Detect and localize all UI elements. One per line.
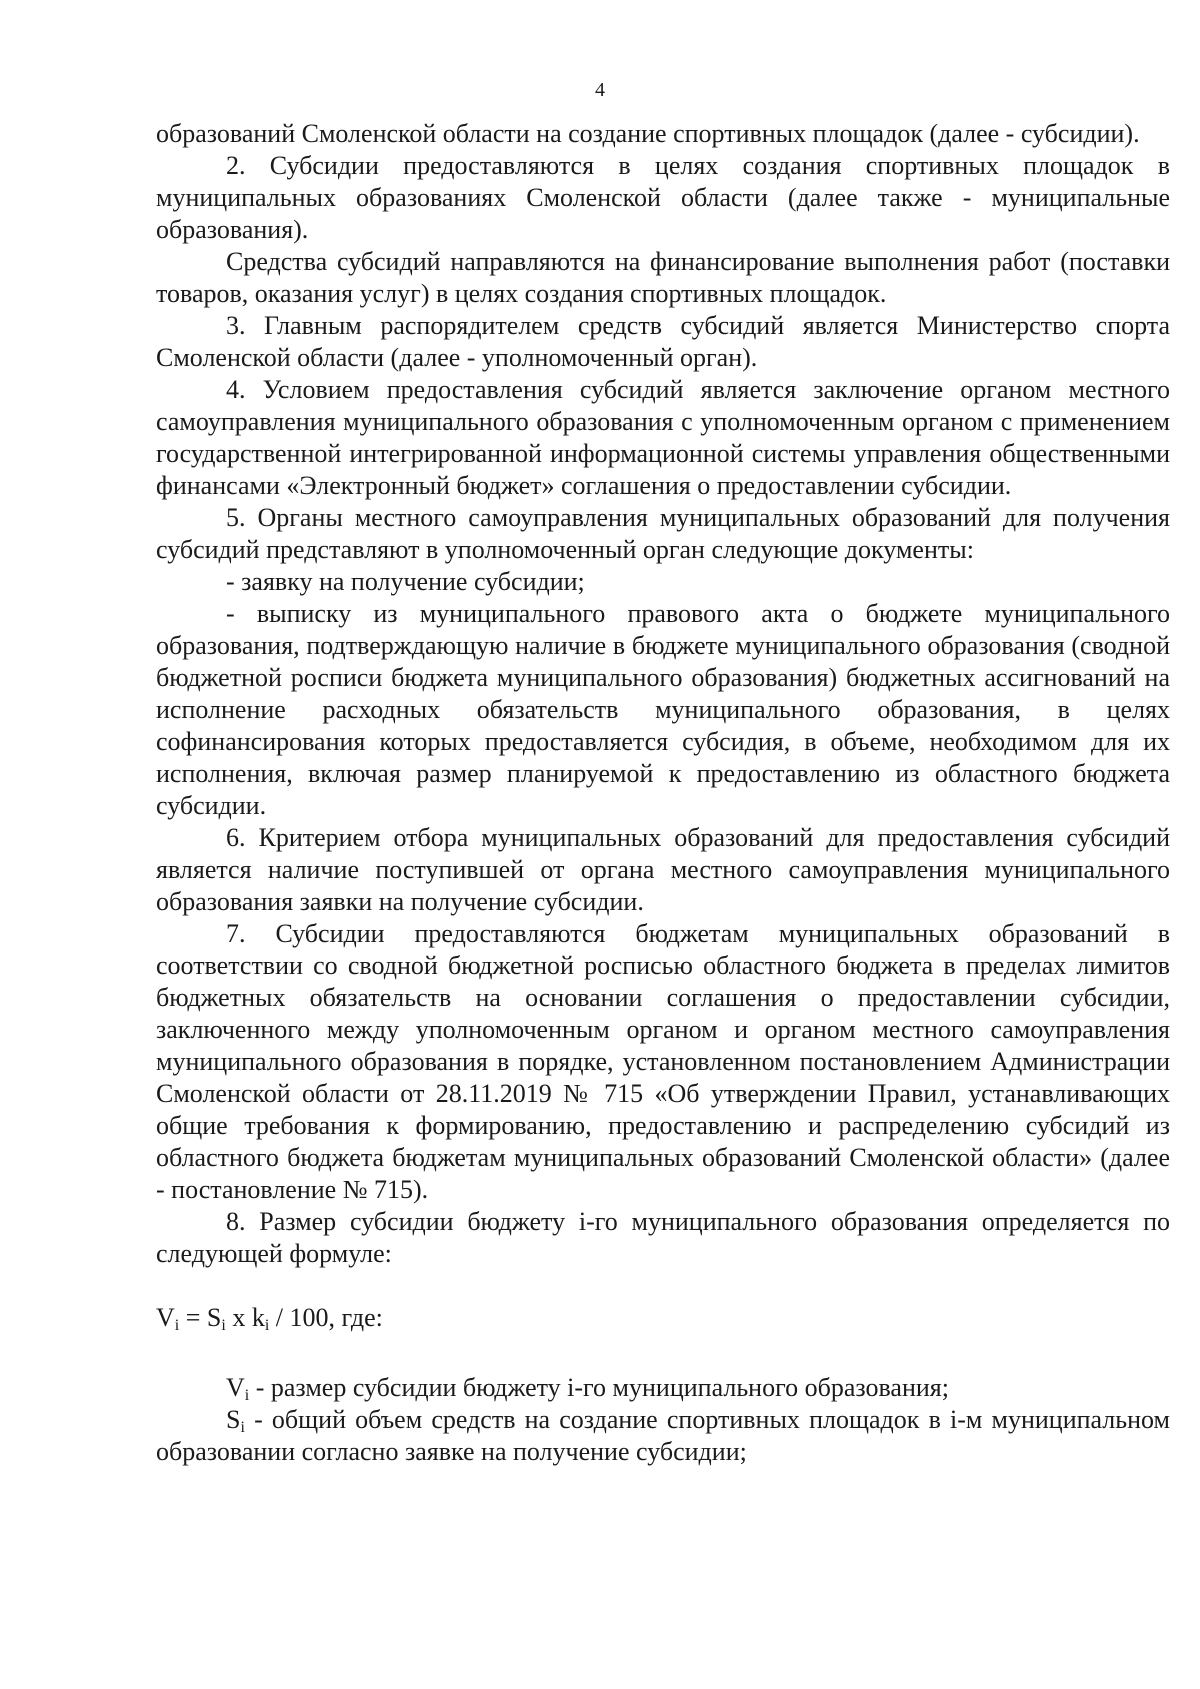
page-number: 4 <box>595 79 605 101</box>
formula-s: S <box>206 1303 222 1332</box>
definition-v-symbol: V <box>226 1373 245 1402</box>
definition-s <box>156 1404 1177 1468</box>
definition-s-symbol: S <box>226 1405 241 1434</box>
definition-s-subscript: i <box>240 1419 245 1436</box>
paragraph-funds-purpose: Средства субсидий направляются на финансирование выполнения работ (поставки товаров, оказания услуг) в целях создания спортивных площадок. <box>156 247 1170 308</box>
paragraph-item-5: 5. Органы местного самоуправления муниципальных образований для получения субсидий представляют в уполномоченный орган следующие документы: <box>156 503 1170 564</box>
formula-tail: / 100, где: <box>269 1303 383 1332</box>
document-body <box>156 118 1177 1468</box>
paragraph-continuation: образований Смоленской области на создание спортивных площадок (далее - субсидии). <box>156 119 1140 148</box>
paragraph-item-6: 6. Критерием отбора муниципальных образований для предоставления субсидий является наличие поступившей от органа местного самоуправления муниципального образования заявки на получение субсидии. <box>156 823 1170 916</box>
paragraph-item-7: 7. Субсидии предоставляются бюджетам муниципальных образований в соответствии со сводной бюджетной росписью областного бюджета в пределах лимитов бюджетных обязательств на основании соглашения о предоставлении субсидии, заключенного между уполномоченным органом и органом местного самоуправления муниципального образования в порядке, установленном постановлением Администрации Смоленской области от 28.11.2019 № 715 «Об утверждении Правил, устанавливающих общие требования к формированию, предоставлению и распределению субсидий из областного бюджета бюджетам муниципальных образований Смоленской области» (далее - постановление № 715). <box>156 919 1170 1204</box>
paragraph-item-8: 8. Размер субсидии бюджету i-го муниципального образования определяется по следующей формуле: <box>156 1207 1170 1268</box>
formula-times: x <box>225 1303 252 1332</box>
paragraph-item-3: 3. Главным распорядителем средств субсидий является Министерство спорта Смоленской области (далее - уполномоченный орган). <box>156 311 1170 372</box>
formula-k-subscript: i <box>264 1317 270 1334</box>
definition-s-text: - общий объем средств на создание спортивных площадок в i-м муниципальном образовании согласно заявке на получение субсидии; <box>156 1405 1177 1466</box>
definition-v-subscript: i <box>244 1387 250 1404</box>
list-item-budget-extract: - выписку из муниципального правового акта о бюджете муниципального образования, подтверждающую наличие в бюджете муниципального образования (сводной бюджетной росписи бюджета муниципального образования) бюджетных ассигнований на исполнение расходных обязательств муниципального образования, в целях софинансирования которых предоставляется субсидия, в объеме, необходимом для их исполнения, включая размер планируемой к предоставлению из областного бюджета субсидии. <box>156 599 1170 820</box>
formula-k: k <box>251 1303 265 1332</box>
definition-v-text: - размер субсидии бюджету i-го муниципального образования; <box>249 1373 949 1402</box>
list-item-application: - заявку на получение субсидии; <box>226 567 585 596</box>
paragraph-item-4: 4. Условием предоставления субсидий является заключение органом местного самоуправления муниципального образования с уполномоченным органом с применением государственной интегрированной информационной системы управления общественными финансами «Электронный бюджет» соглашения о предоставлении субсидии. <box>156 375 1170 500</box>
paragraph-item-2: 2. Субсидии предоставляются в целях создания спортивных площадок в муниципальных образованиях Смоленской области (далее также - муниципальные образования). <box>156 151 1170 244</box>
definition-v <box>156 1372 1170 1404</box>
formula-v: V <box>156 1303 175 1332</box>
formula-v-subscript: i <box>174 1317 180 1334</box>
formula-s-subscript: i <box>221 1317 226 1334</box>
formula-equals: = <box>179 1303 207 1332</box>
subsidy-formula <box>156 1302 1170 1334</box>
